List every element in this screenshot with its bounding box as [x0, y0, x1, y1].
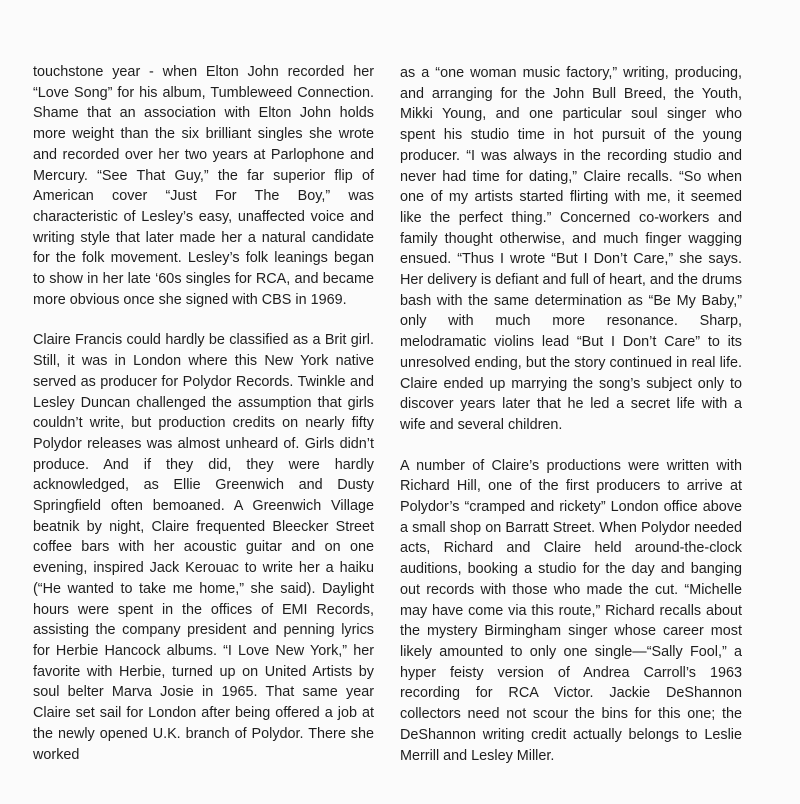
- left-column: [33, 62, 374, 785]
- paragraph-claire-francis-intro: Claire Francis could hardly be classified as a Brit girl. Still, it was in London where this New York native served as producer for Polydor Records. Twinkle and Lesley Duncan challenged the assumption that girls couldn’t write, but production credits on nearly fifty Polydor releases was almost unheard of. Girls didn’t produce. And if they did, they were hardly acknowledged, as Ellie Greenwich and Dusty Springfield often bemoaned. A Greenwich Village beatnik by night, Claire frequented Bleecker Street coffee bars with her acoustic guitar and on one evening, inspired Jack Kerouac to write her a haiku (“He wanted to take me home,” she said). Daylight hours were spent in the offices of EMI Records, assisting the company president and penning lyrics for Herbie Hancock albums. “I Love New York,” her favorite with Herbie, turned up on United Artists by soul belter Marva Josie in 1965. That same year Claire set sail for London after being offered a job at the newly opened U.K. branch of Polydor. There she worked: [33, 332, 374, 763]
- paragraph-richard-hill: A number of Claire’s productions were written with Richard Hill, one of the first producers to arrive at Polydor’s “cramped and rickety” London office above a small shop on Barratt Street. When Polydor needed acts, Richard and Claire held around-the-clock auditions, booking a studio for the day and banging out records with those who made the cut. “Michelle may have come via this route,” Richard recalls about the mystery Birmingham singer whose career most likely amounted to only one single—“Sally Fool,” a hyper feisty version of Andrea Carroll’s 1963 recording for RCA Victor. Jackie DeShannon collectors need not scour the bins for this one; the DeShannon writing credit actually belongs to Leslie Merrill and Lesley Miller.: [400, 457, 742, 764]
- paragraph-claire-francis-factory: as a “one woman music factory,” writing, producing, and arranging for the John Bull Breed, the Youth, Mikki Young, and one particular soul singer who spent his studio time in hot pursuit of the young producer. “I was always in the recording studio and never had time for dating,” Claire recalls. “So when one of my artists started flirting with me, it seemed like the perfect thing.” Concerned co-workers and family thought otherwise, and much finger wagging ensued. “Thus I wrote “But I Don’t Care,” she says. Her delivery is defiant and full of heart, and the drums bash with the same determination as “Be My Baby,” only with much more resonance. Sharp, melodramatic violins lead “But I Don’t Care” to its unresolved ending, but the story continued in real life. Claire ended up marrying the song’s subject only to discover years later that he led a secret life with a wife and several children.: [400, 65, 742, 433]
- right-column: [400, 63, 742, 786]
- paragraph-lesley-duncan: touchstone year - when Elton John recorded her “Love Song” for his album, Tumbleweed Connection. Shame that an association with Elton John holds more weight than the six brilliant singles she wrote and recorded over her two years at Parlophone and Mercury. “See That Guy,” the far superior flip of American cover “Just For The Boy,” was characteristic of Lesley’s easy, unaffected voice and writing style that later made her a natural candidate for the folk movement. Lesley’s folk leanings began to show in her late ‘60s singles for RCA, and became more obvious once she signed with CBS in 1969.: [33, 64, 374, 308]
